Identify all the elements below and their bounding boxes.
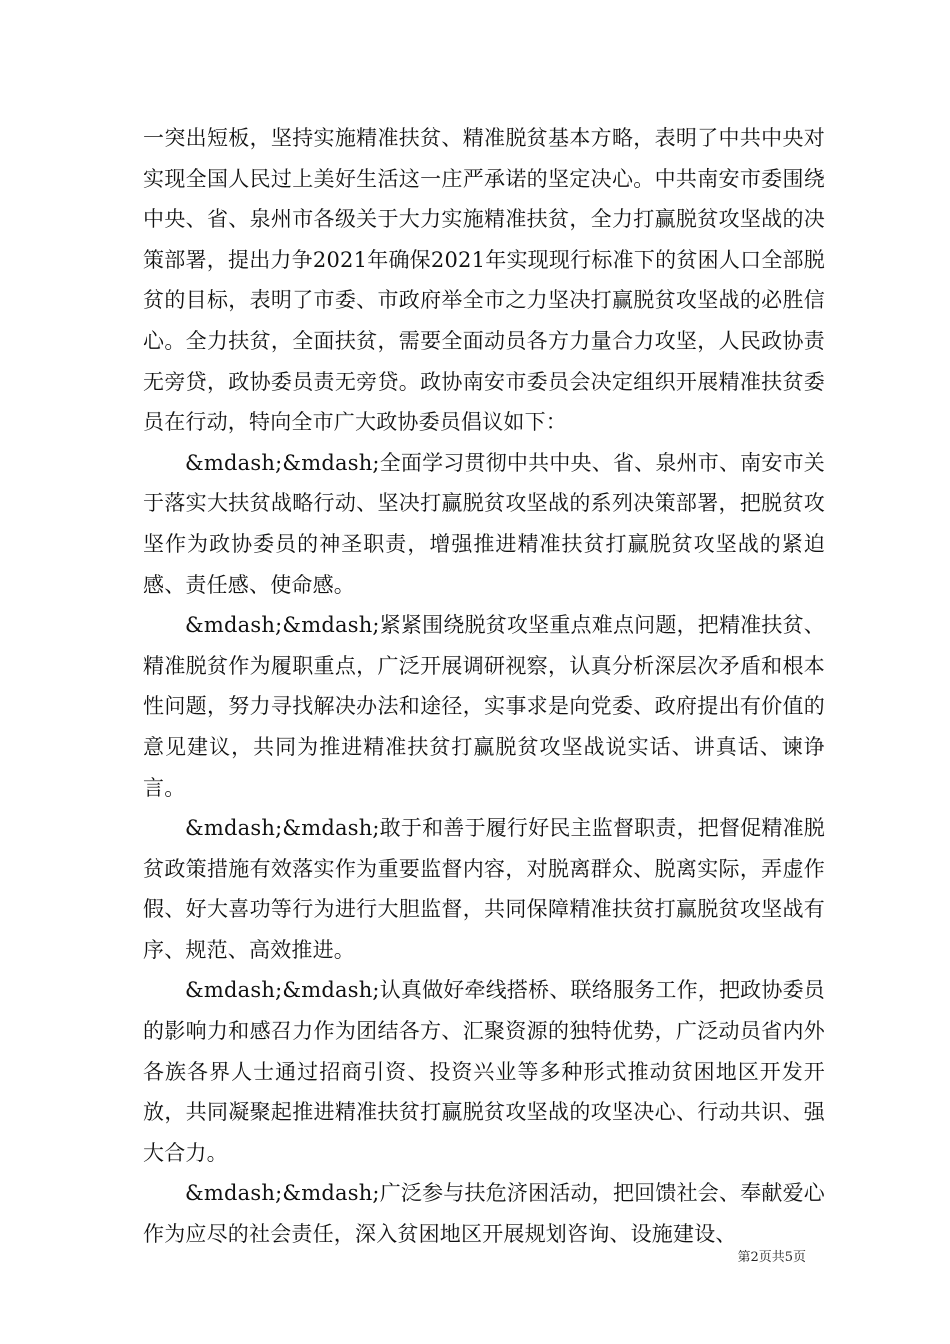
paragraph-proposal-3: &mdash;&mdash;敢于和善于履行好民主监督职责，把督促精准脱贫政策措施有效落实作为重要监督内容，对脱离群众、脱离实际，弄虚作假、好大喜功等行为进行大胆监督，共同保障精准扶贫打赢脱贫攻坚战有序、规范、高效推进。 [143, 816, 825, 962]
paragraph-proposal-2: &mdash;&mdash;紧紧围绕脱贫攻坚重点难点问题，把精准扶贫、精准脱贫作为履职重点，广泛开展调研视察，认真分析深层次矛盾和根本性问题，努力寻找解决办法和途径，实事求是向党委、政府提出有价值的意见建议，共同为推进精准扶贫打赢脱贫攻坚战说实话、讲真话、谏诤言。 [143, 613, 825, 800]
paragraph-intro: 一突出短板，坚持实施精准扶贫、精准脱贫基本方略，表明了中共中央对实现全国人民过上美好生活这一庄严承诺的坚定决心。中共南安市委围绕中央、省、泉州市各级关于大力实施精准扶贫，全力打赢脱贫攻坚战的决策部署，提出力争2021年确保2021年实现现行标准下的贫困人口全部脱贫的目标，表明了市委、市政府举全市之力坚决打赢脱贫攻坚战的必胜信心。全力扶贫，全面扶贫，需要全面动员各方力量合力攻坚，人民政协责无旁贷，政协委员责无旁贷。政协南安市委员会决定组织开展精准扶贫委员在行动，特向全市广大政协委员倡议如下： [143, 126, 825, 435]
page-number: 第2页共5页 [737, 1250, 806, 1265]
paragraph-proposal-4: &mdash;&mdash;认真做好牵线搭桥、联络服务工作，把政协委员的影响力和感召力作为团结各方、汇聚资源的独特优势，广泛动员省内外各族各界人士通过招商引资、投资兴业等多种形式推动贫困地区开发开放，共同凝聚起推进精准扶贫打赢脱贫攻坚战的攻坚决心、行动共识、强大合力。 [143, 978, 825, 1165]
paragraph-proposal-5: &mdash;&mdash;广泛参与扶危济困活动，把回馈社会、奉献爱心作为应尽的社会责任，深入贫困地区开展规划咨询、设施建设、 [143, 1181, 825, 1247]
paragraph-proposal-1: &mdash;&mdash;全面学习贯彻中共中央、省、泉州市、南安市关于落实大扶贫战略行动、坚决打赢脱贫攻坚战的系列决策部署，把脱贫攻坚作为政协委员的神圣职责，增强推进精准扶贫打赢脱贫攻坚战的紧迫感、责任感、使命感。 [143, 450, 825, 597]
document-body [143, 118, 825, 1255]
